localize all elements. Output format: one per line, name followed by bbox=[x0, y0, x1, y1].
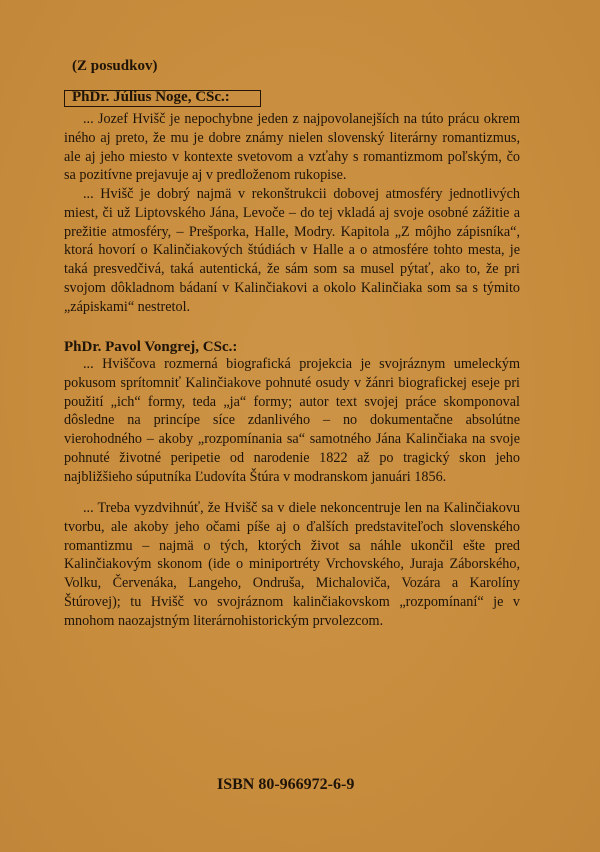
section-heading: (Z posudkov) bbox=[72, 58, 158, 74]
reviewer-name-vongrej: PhDr. Pavol Vongrej, CSc.: bbox=[64, 339, 238, 355]
review-paragraph: ... Hviščova rozmerná biografická projekcia je svojráznym umeleckým pokusom sprítomniť Kalinčiakove pohnuté osudy v žánri biografickej eseje pri použití „ich“ formy, teda „ja“ formy; autor text svojej práce skomponoval dôsledne na princípe síce zdanlivého – no dokumentačne absolútne vierohodného – akoby „rozpomínania sa“ samotného Jána Kalinčiaka na svoje pohnuté životné peripetie od narodenie 1822 až po tragický skon jeho najbližšieho súputníka Ľudovíta Štúra v modranskom januári 1856. bbox=[64, 356, 520, 485]
review-paragraph: ... Jozef Hvišč je nepochybne jeden z najpovolanejších na túto prácu okrem iného aj preto, že mu je dobre známy nielen slovenský literárny romantizmus, ale aj jeho miesto v kontexte svetovom a vzťahy s romantizmom poľským, čo sa pozitívne prejavuje aj v predloženom rukopise. bbox=[64, 111, 520, 184]
review-paragraph: ... Hvišč je dobrý najmä v rekonštrukcii dobovej atmosféry jednotlivých miest, či už Liptovského Jána, Levoče – do tej vkladá aj svoje osobné zážitie a prežitie atmosféry, – Prešporka, Halle, Modry. Kapitola „Z môjho zápisníka“, ktorá hovorí o Kalinčiakových štúdiách v Halle a o atmosfére tohto mesta, je taká presvedčivá, taká autentická, že sám som sa musel pýtať, ako to, že pri svojom dôkladnom bádaní v Kalinčiakovi a okolo Kalinčiaka som sa s týmito „zápiskami“ nestretol. bbox=[64, 186, 520, 315]
reviewer-name-noge: PhDr. Július Noge, CSc.: bbox=[72, 89, 230, 105]
review-paragraph: ... Treba vyzdvihnúť, že Hvišč sa v diele nekoncentruje len na Kalinčiakovu tvorbu, ale akoby jeho očami píše aj o ďalších predstaviteľoch slovenského romantizmu – najmä o tých, ktorých život sa náhle ukončil ešte pred Kalinčiakovým skonom (ide o miniportréty Vrchovského, Juraja Záborského, Volku, Červenáka, Langeho, Ondruša, Michaloviča, Vozára a Karolíny Štúrovej); tu Hvišč vo svojráznom kalinčiakovskom „rozpomínaní“ je v mnohom naozajstným literárnohistorickým prvolezcom. bbox=[64, 500, 520, 629]
isbn-number: ISBN 80-966972-6-9 bbox=[217, 776, 355, 793]
